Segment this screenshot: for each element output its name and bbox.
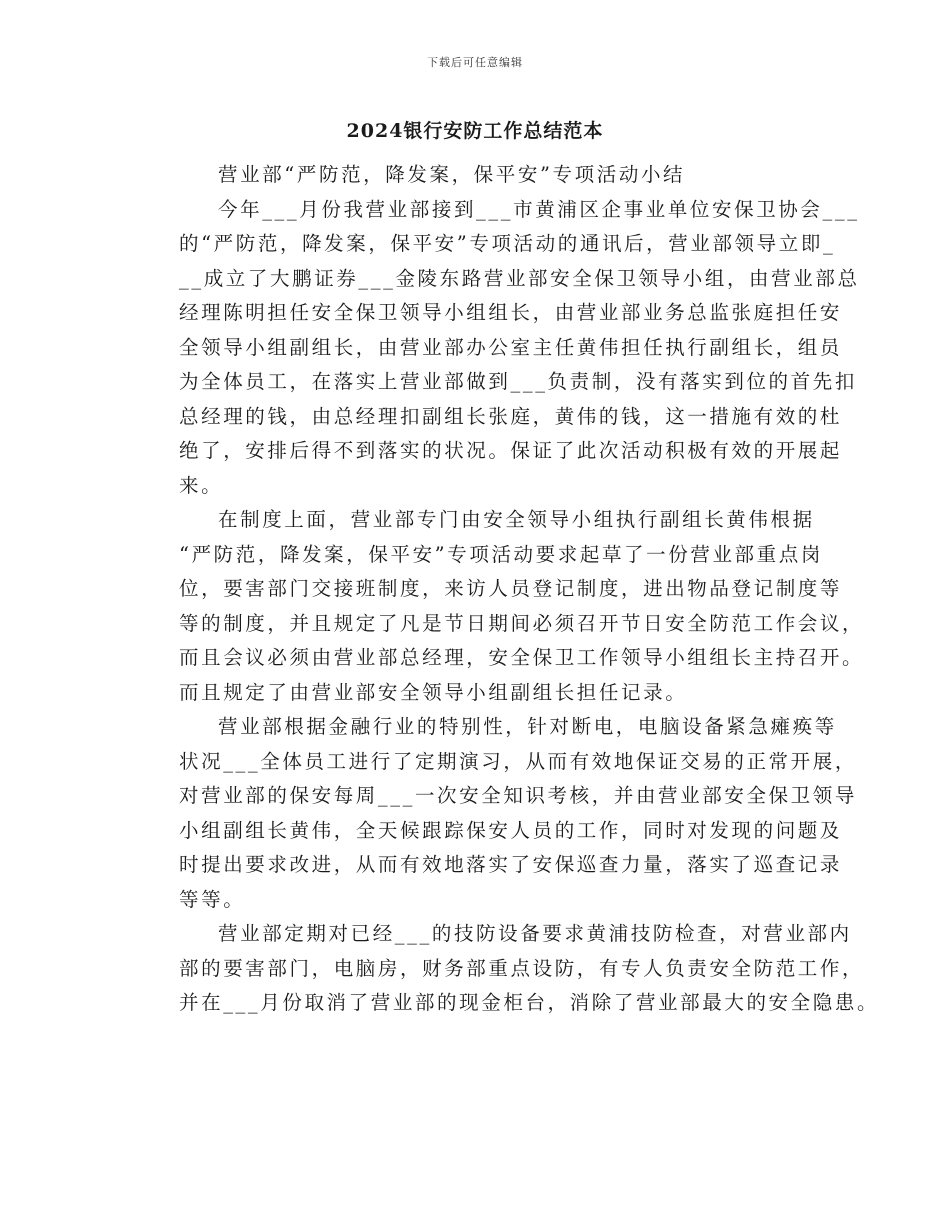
paragraph-3 bbox=[140, 710, 857, 917]
paragraph-4 bbox=[140, 917, 880, 1021]
text-line: 等的制度，并且规定了凡是节日期间必须召开节日安全防范工作会议， bbox=[179, 611, 865, 635]
text-line: 绝了，安排后得不到落实的状况。保证了此次活动积极有效的开展起 bbox=[179, 439, 843, 462]
text-line: 的“严防范，降发案，保平安”专项活动的通讯后，营业部领导立即_ bbox=[179, 232, 836, 255]
text-line: 营业部定期对已经___的技防设备要求黄浦技防检查，对营业部内 bbox=[218, 922, 852, 945]
text-line: 总经理的钱，由总经理扣副组长张庭，黄伟的钱，这一措施有效的杜 bbox=[179, 404, 843, 428]
text-line: 而且规定了由营业部安全领导小组副组长担任记录。 bbox=[179, 680, 688, 704]
text-line: 全领导小组副组长，由营业部办公室主任黄伟担任执行副组长，组员 bbox=[179, 335, 843, 359]
text-line: 部的要害部门，电脑房，财务部重点设防，有专人负责安全防范工作， bbox=[179, 956, 865, 980]
text-line: 小组副组长黄伟，全天候跟踪保安人员的工作，同时对发现的问题及 bbox=[179, 818, 843, 842]
text-line: 时提出要求改进，从而有效地落实了安保巡查力量，落实了巡查记录 bbox=[179, 853, 843, 876]
text-line: 为全体员工，在落实上营业部做到___负责制，没有落实到位的首先扣 bbox=[179, 370, 857, 393]
paragraph-2 bbox=[140, 503, 865, 710]
text-line: 并在___月份取消了营业部的现金柜台，消除了营业部最大的安全隐患。 bbox=[179, 991, 880, 1014]
text-line: 而且会议必须由营业部总经理，安全保卫工作领导小组组长主持召开。 bbox=[179, 646, 865, 669]
text-line: 今年___月份我营业部接到___市黄浦区企事业单位安保卫协会___ bbox=[218, 197, 860, 221]
download-note: 下载后可任意编辑 bbox=[427, 56, 523, 69]
paragraph-subtitle bbox=[140, 158, 828, 193]
text-line: 位，要害部门交接班制度，来访人员登记制度，进出物品登记制度等 bbox=[179, 577, 843, 600]
text-line: 对营业部的保安每周___一次安全知识考核，并由营业部安全保卫领导 bbox=[179, 784, 857, 807]
text-line: 在制度上面，营业部专门由安全领导小组执行副组长黄伟根据 bbox=[218, 508, 815, 531]
document-title: 2024银行安防工作总结范本 bbox=[346, 120, 604, 142]
text-line: 经理陈明担任安全保卫领导小组组长，由营业部业务总监张庭担任安 bbox=[179, 301, 843, 324]
text-line: 来。 bbox=[179, 473, 224, 497]
text-line: 等等。 bbox=[179, 887, 246, 911]
document-body bbox=[140, 158, 880, 1021]
text-line: __成立了大鹏证券___金陵东路营业部安全保卫领导小组，由营业部总 bbox=[179, 266, 860, 290]
text-line: “严防范，降发案，保平安”专项活动要求起草了一份营业部重点岗 bbox=[179, 542, 823, 566]
text-line: 状况___全体员工进行了定期演习，从而有效地保证交易的正常开展， bbox=[179, 749, 857, 773]
text-line: 营业部“严防范，降发案，保平安”专项活动小结 bbox=[218, 163, 686, 186]
paragraph-1 bbox=[140, 193, 860, 504]
text-line: 营业部根据金融行业的特别性，针对断电，电脑设备紧急瘫痪等 bbox=[218, 715, 837, 738]
